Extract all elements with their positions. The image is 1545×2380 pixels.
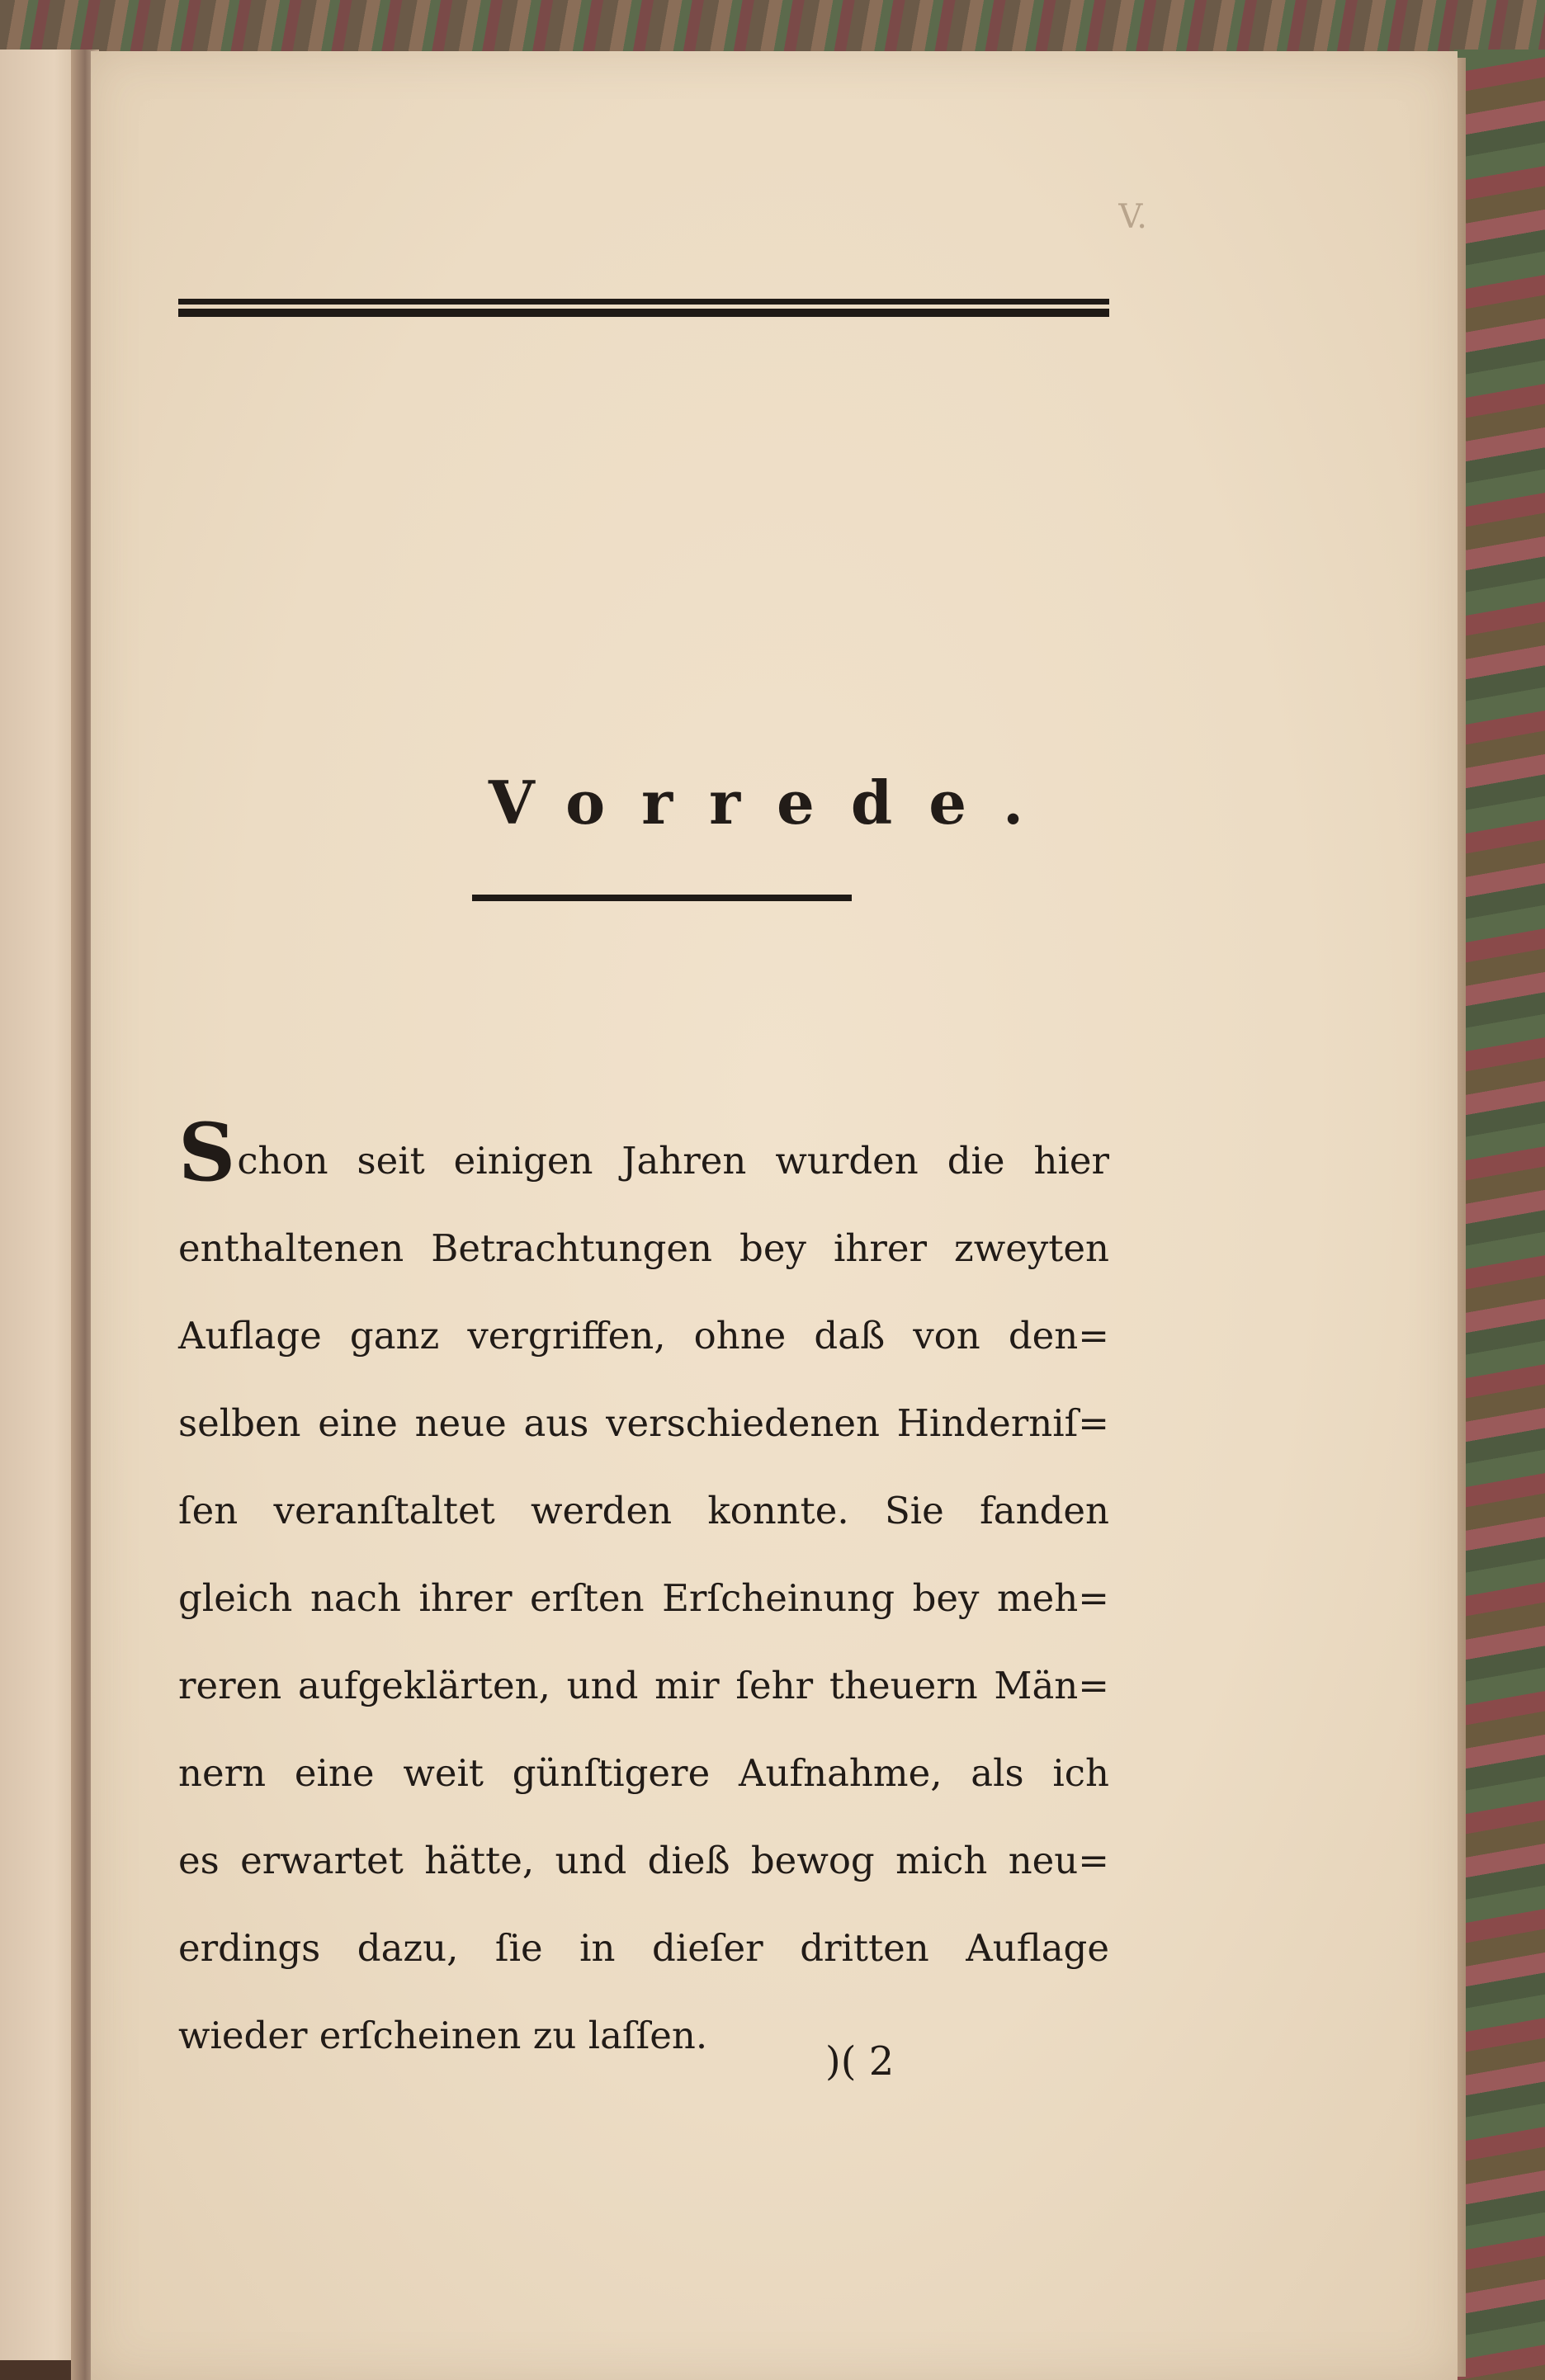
text-line: gleich nach ihrer erſten Erſcheinung bey meh= bbox=[178, 1576, 1109, 1620]
body-paragraph bbox=[178, 1106, 1109, 2080]
page-number: V. bbox=[1118, 198, 1147, 236]
chapter-heading: Vorrede. bbox=[488, 767, 1061, 838]
double-rule-ornament bbox=[178, 299, 1109, 319]
text-line: reren aufgeklärten, und mir ſehr theuern Män= bbox=[178, 1664, 1109, 1707]
marbled-cover-edge bbox=[1454, 50, 1545, 2380]
rule-thick-line bbox=[178, 309, 1109, 317]
text-line: ſen veranſtaltet werden konnte. Sie fanden bbox=[178, 1489, 1109, 1532]
text-line bbox=[178, 1106, 1109, 1205]
marbled-cover-top bbox=[0, 0, 1545, 58]
text-line: Auflage ganz vergriffen, ohne daß von den= bbox=[178, 1314, 1109, 1358]
text-line-content: chon seit einigen Jahren wurden die hier bbox=[237, 1139, 1109, 1183]
signature-mark: )( 2 bbox=[825, 2038, 895, 2085]
text-line: selben eine neue aus verschiedenen Hinderniſ= bbox=[178, 1401, 1109, 1445]
text-line: es erwartet hätte, und dieß bewog mich neu= bbox=[178, 1839, 1109, 1882]
text-line: nern eine weit günſtigere Aufnahme, als ich bbox=[178, 1751, 1109, 1795]
rule-thin-line bbox=[178, 299, 1109, 305]
text-line: enthaltenen Betrachtungen bey ihrer zweyten bbox=[178, 1226, 1109, 1270]
text-line: wieder erſcheinen zu laſſen. bbox=[178, 2014, 708, 2057]
text-line: erdings dazu, ſie in dieſer dritten Auflage bbox=[178, 1926, 1109, 1970]
initial-letter: S bbox=[178, 1106, 236, 1199]
short-rule-ornament bbox=[472, 895, 852, 901]
